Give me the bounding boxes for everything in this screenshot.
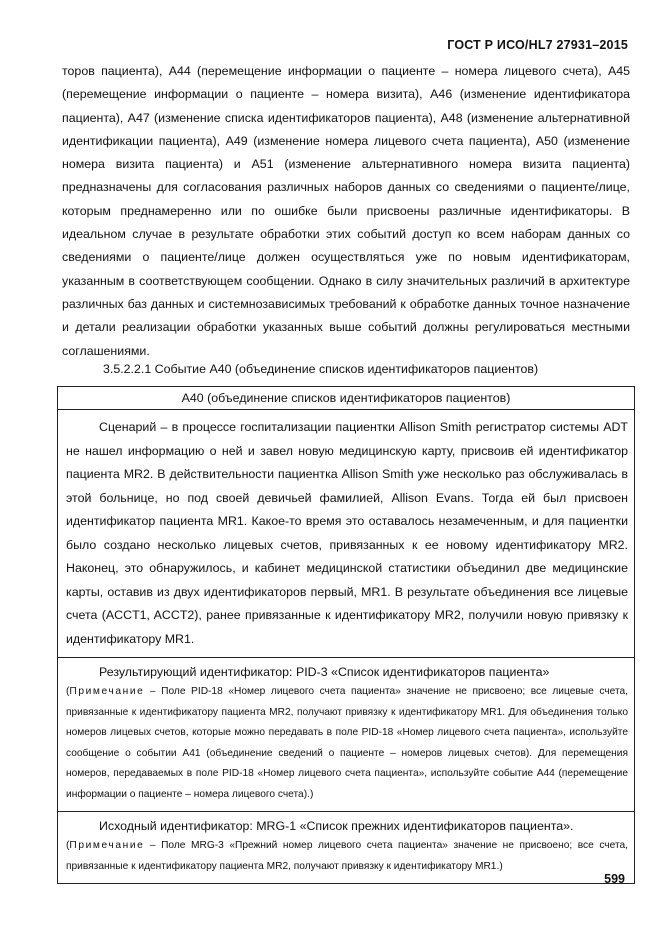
result-identifier-cell	[58, 658, 635, 812]
event-table	[57, 386, 635, 884]
result-note-text: – Поле PID-18 «Номер лицевого счета пациента» значение не присвоено; все лицевые счета, привязанные к идентификатору пациента MR2, получают привязку к идентификатору MR1. Для объединения только номеров лицевых счетов, которые можно передавать в поле PID-18 «Номер лицевого счета пациента», используйте сообщение о событии А41 (объединение сведений о пациенте – номеров лицевых счетов). Для перемещения номеров, передаваемых в поле PID-18 «Номер лицевого счета пациента», используйте событие А44 (перемещение информации о пациенте – номера лицевого счета).	[66, 686, 628, 800]
body-text	[62, 60, 630, 363]
result-note: (Примечание – Поле PID-18 «Номер лицевого счета пациента» значение не присвоено; все лицевые счета, привязанные к идентификатору пациента MR2, получают привязку к идентификатору MR1. Для объединения только номеров лицевых счетов, которые можно передавать в поле PID-18 «Номер лицевого счета пациента», используйте сообщение о событии А41 (объединение сведений о пациенте – номеров лицевых счетов). Для перемещения номеров, передаваемых в поле PID-18 «Номер лицевого счета пациента», используйте событие А44 (перемещение информации о пациенте – номера лицевого счета).)	[66, 686, 628, 800]
source-identifier-text: Исходный идентификатор: MRG-1 «Список прежних идентификаторов пациента».	[99, 819, 574, 833]
source-note: (Примечание – Поле MRG-3 «Прежний номер лицевого счета пациента» значение не присвоено; все счета, привязанные к идентификатору пациента MR2, получают привязку к идентификатору MR1.)	[66, 840, 628, 872]
scenario-text: Сценарий – в процессе госпитализации пациентки Allison Smith регистратор системы ADT не нашел информацию о ней и завел новую медицинскую карту, присвоив ей идентификатор пациента MR2. В действительности пациентка Allison Smith уже несколько раз обслуживалась в этой больнице, но под своей девичьей фамилией, Allison Evans. Тогда ей был присвоен идентификатор пациента MR1. Какое-то время это оставалось незамеченным, и для пациентки было создано несколько лицевых счетов, привязанных к ее новому идентификатору MR2. Наконец, это обнаружилось, и кабинет медицинской статистики объединил две медицинские карты, оставив из двух идентификаторов первый, MR1. В результате объединения все лицевые счета (ACCT1, ACCT2), ранее привязанные к идентификатору MR2, получили новую привязку к идентификатору MR1.	[66, 420, 628, 646]
scenario-cell	[58, 410, 635, 658]
result-identifier-text: Результирующий идентификатор: PID-3 «Список идентификаторов пациента»	[99, 665, 550, 679]
table-title: А40 (объединение списков идентификаторов пациентов)	[58, 387, 635, 410]
document-header: ГОСТ Р ИСО/HL7 27931–2015	[447, 38, 628, 52]
source-identifier-cell	[58, 812, 635, 884]
page-number: 599	[604, 872, 625, 886]
section-caption: 3.5.2.2.1 Событие А40 (объединение списков идентификаторов пациентов)	[103, 362, 539, 376]
note-label: Примечание	[69, 686, 145, 697]
intro-paragraph: торов пациента), А44 (перемещение информации о пациенте – номера лицевого счета), А45 (перемещение информации о пациенте – номера визита), А46 (изменение идентификатора пациента), А47 (изменение списка идентификаторов пациента), А48 (изменение альтернативной идентификации пациента), А49 (изменение номера лицевого счета пациента), А50 (изменение номера визита пациента) и А51 (изменение альтернативного номера визита пациента) предназначены для согласования различных наборов данных со сведениями о пациенте/лице, которым преднамеренно или по ошибке были присвоены различные идентификаторы. В идеальном случае в результате обработки этих событий доступ ко всем наборам данных со сведениями о пациенте/лице должен осуществляться уже по новым идентификаторам, указанным в соответствующем сообщении. Однако в силу значительных различий в архитектуре различных баз данных и системнозависимых требований к обработке данных точное назначение и детали реализации обработки указанных выше событий должны регулироваться местными соглашениями.	[62, 64, 630, 358]
source-note-text: – Поле MRG-3 «Прежний номер лицевого счета пациента» значение не присвоено; все счета, привязанные к идентификатору пациента MR2, получают привязку к идентификатору MR1.	[66, 840, 628, 872]
note-label: Примечание	[69, 840, 145, 851]
